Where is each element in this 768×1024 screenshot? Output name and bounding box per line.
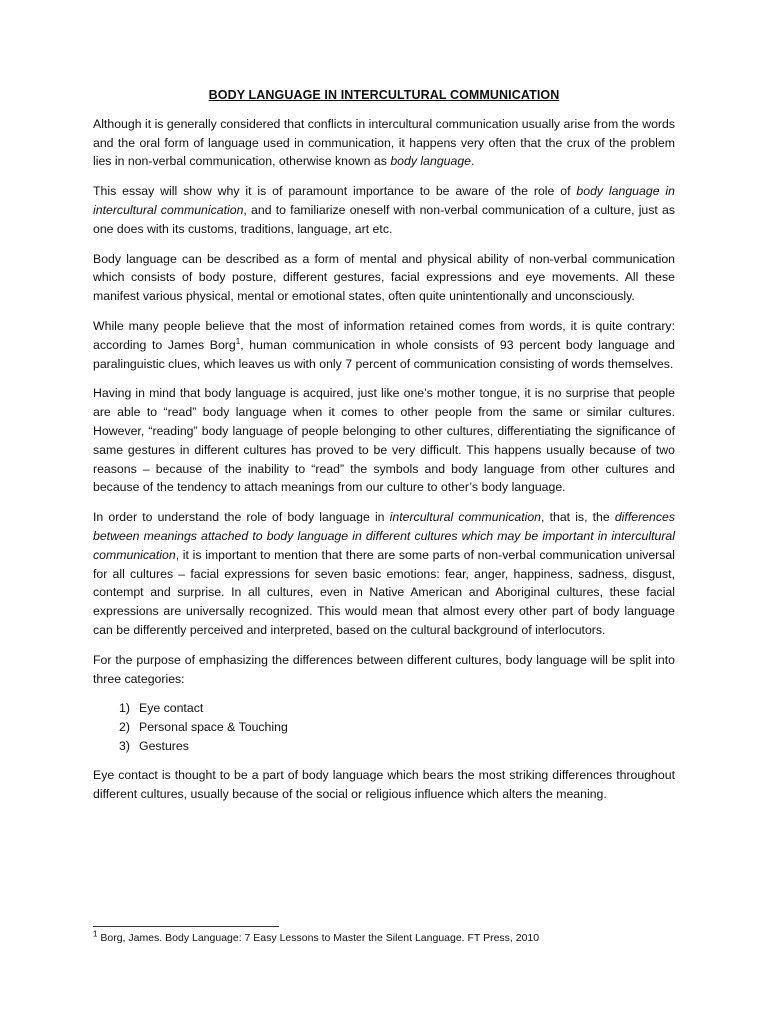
paragraph-reading-body-language: Having in mind that body language is acquired, just like one’s mother tongue, it is no surprise that people are able to “read” body language when it comes to other people from the same or similar cultures. However, “reading” body language of people belonging to other cultures, differentiating the significance of same gestures in different cultures has proved to be very difficult. This happens usually because of two reasons – because of the inability to “read” the symbols and body language from other cultures and because of the tendency to attach meanings from our culture to other’s body language. [93,386,675,495]
italic-run: body language in intercultural communication [93,184,675,217]
text-run: While many people believe that the most of information retained comes from words, it is quite contrary: according to James Borg [93,318,675,352]
list-item-label: Eye contact [139,701,204,716]
list-number: 3) [119,738,130,753]
italic-run: differences between meanings attached to body language in different cultures which may be important in intercultural communication [93,510,675,562]
paragraph-essay-purpose [93,182,675,238]
paragraph-borg-statistics [93,317,675,373]
paragraph-eye-contact: Eye contact is thought to be a part of body language which bears the most striking differences throughout different cultures, usually because of the social or religious influence which alters the meaning. [93,767,675,801]
list-item [119,718,675,737]
paragraph-universal-expressions [93,508,675,640]
italic-run: body language [390,154,472,169]
paragraph-categories-intro: For the purpose of emphasizing the differences between different cultures, body language will be split into three categories: [93,652,675,686]
footnote-marker: 1 [93,929,98,939]
text-run: , and to familiarize oneself with non-verbal communication of a culture, just as one does with its customs, traditions, language, art etc. [93,202,675,236]
list-item-label: Personal space & Touching [139,720,288,735]
list-item [119,737,675,756]
list-number: 2) [119,720,130,735]
text-run: , that is, the [541,510,615,525]
text-run: . [471,154,475,169]
italic-run: intercultural communication [389,510,542,525]
paragraph-intro [93,115,675,171]
footnote [93,931,539,945]
document-title: BODY LANGUAGE IN INTERCULTURAL COMMUNICATION [208,88,560,102]
footnote-text: Borg, James. Body Language: 7 Easy Lessons to Master the Silent Language. FT Press, 2010 [97,932,540,944]
category-list [93,699,675,755]
text-run: , it is important to mention that there are some parts of non-verbal communication universal for all cultures – facial expressions for seven basic emotions: fear, anger, happiness, sadness, disgust, contempt and surprise. In all cultures, even in Native American and Aboriginal cultures, these facial expressions are universally recognized. This would mean that almost every other part of body language can be differently perceived and interpreted, based on the cultural background of interlocutors. [93,547,675,637]
text-run: , human communication in whole consists of 93 percent body language and paralinguistic clues, which leaves us with only 7 percent of communication consisting of words themselves. [93,337,675,371]
text-run: Although it is generally considered that conflicts in intercultural communication usually arise from the words and the oral form of language used in communication, it happens very often that the crux of the problem lies in non-verbal communication, otherwise known as [93,116,675,169]
footnote-reference: 1 [235,336,241,346]
text-run: This essay will show why it is of paramount importance to be aware of the role of [93,184,577,199]
footnote-divider [93,926,279,927]
paragraph-definition: Body language can be described as a form of mental and physical ability of non-verbal communication which consists of body posture, different gestures, facial expressions and eye movements. All these manifest various physical, mental or emotional states, often quite unintentionally and unconsciously. [93,251,675,304]
text-run: In order to understand the role of body language in [93,510,390,525]
list-item-label: Gestures [139,738,189,753]
list-number: 1) [119,701,130,716]
list-item [119,699,675,718]
